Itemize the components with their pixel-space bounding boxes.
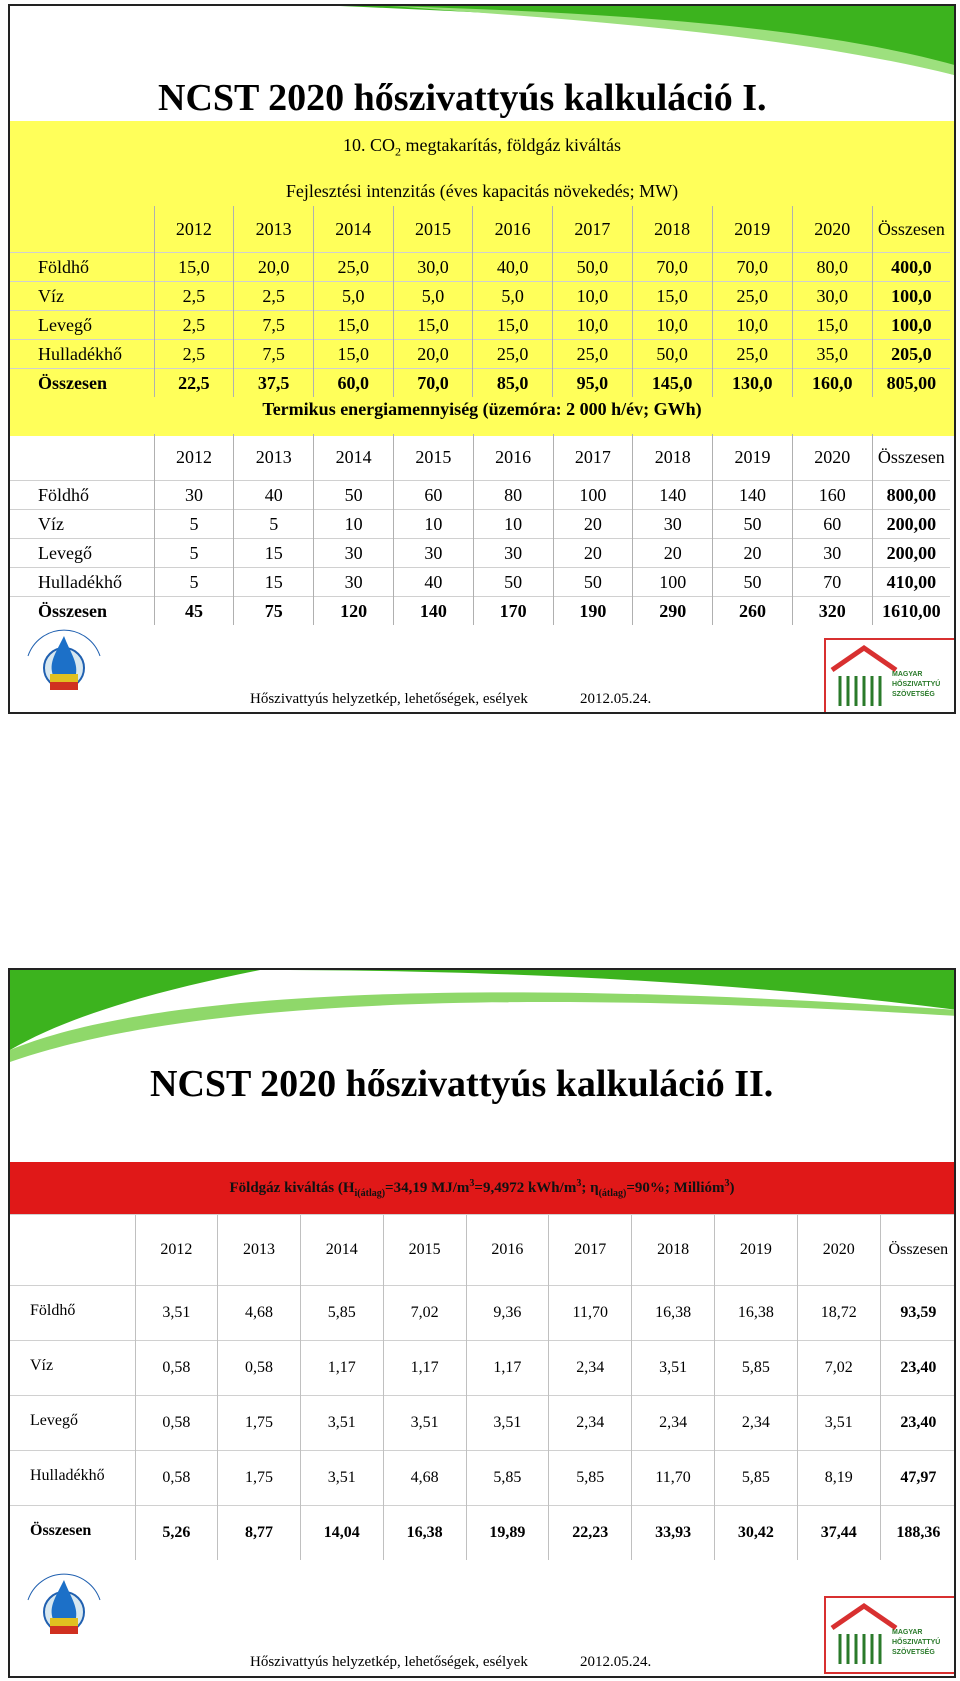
table-cell: 3,51 bbox=[300, 1451, 383, 1506]
green-swoosh-decoration bbox=[10, 6, 956, 86]
gas-replacement-caption: Földgáz kiváltás ($H_{i(átlag)}=34,19$ $MJ/m^3=9,4972$ kWh/$m^3$; $\eta_{(átlag)}=90\%$; Millióm$^3$) bbox=[229, 1178, 735, 1199]
column-header: 2017 bbox=[549, 1215, 632, 1286]
column-header: 2019 bbox=[712, 206, 792, 253]
page-title: NCST 2020 hőszivattyús kalkuláció II. bbox=[150, 1063, 774, 1105]
table-cell: 15,0 bbox=[313, 340, 393, 369]
table-cell: 5,0 bbox=[393, 282, 473, 311]
table-cell: 30,0 bbox=[792, 282, 872, 311]
column-header: 2012 bbox=[154, 434, 234, 481]
table-cell: 30 bbox=[792, 539, 872, 568]
row-label: Levegő bbox=[10, 539, 154, 568]
energy-table bbox=[10, 434, 950, 625]
termal-energia-logo bbox=[14, 1560, 114, 1655]
table-cell: 5,0 bbox=[473, 282, 553, 311]
row-label: Hulladékhő bbox=[10, 1451, 135, 1506]
table-row bbox=[10, 1506, 956, 1561]
table-row bbox=[10, 1341, 956, 1396]
table-cell: 3,51 bbox=[300, 1396, 383, 1451]
row-label: Földhő bbox=[10, 253, 154, 282]
table-cell: 3,51 bbox=[797, 1396, 880, 1451]
table-cell: 85,0 bbox=[473, 369, 553, 398]
column-header: 2019 bbox=[713, 434, 793, 481]
row-label: Víz bbox=[10, 282, 154, 311]
table-cell: 30 bbox=[154, 481, 234, 510]
table-cell: 15 bbox=[234, 539, 314, 568]
row-label: Összesen bbox=[10, 369, 154, 398]
table-cell: 5 bbox=[234, 510, 314, 539]
column-header: 2013 bbox=[234, 434, 314, 481]
table-cell: 160 bbox=[792, 481, 872, 510]
table-cell: 40 bbox=[393, 568, 473, 597]
logo-line-1: MAGYAR bbox=[892, 671, 923, 678]
table-row bbox=[10, 1286, 956, 1341]
table-cell: 80 bbox=[473, 481, 553, 510]
table-cell: 95,0 bbox=[552, 369, 632, 398]
table-cell: 2,34 bbox=[715, 1396, 798, 1451]
table-cell: 2,34 bbox=[549, 1341, 632, 1396]
table-cell: 20 bbox=[633, 539, 713, 568]
table-cell: 22,5 bbox=[154, 369, 234, 398]
table-cell: 5 bbox=[154, 510, 234, 539]
red-header-band bbox=[10, 1162, 954, 1214]
table-cell: 1,17 bbox=[383, 1341, 466, 1396]
table-cell: 50 bbox=[314, 481, 394, 510]
column-header: 2019 bbox=[715, 1215, 798, 1286]
table-cell: 410,00 bbox=[872, 568, 950, 597]
table-cell: 25,0 bbox=[552, 340, 632, 369]
table-cell: 2,5 bbox=[154, 282, 234, 311]
column-header: 2016 bbox=[473, 434, 553, 481]
column-header: 2016 bbox=[466, 1215, 549, 1286]
table-cell: 30 bbox=[314, 568, 394, 597]
column-header: Összesen bbox=[872, 206, 950, 253]
table-cell: 40 bbox=[234, 481, 314, 510]
table-cell: 70,0 bbox=[632, 253, 712, 282]
table-cell: 20,0 bbox=[393, 340, 473, 369]
table-cell: 170 bbox=[473, 597, 553, 626]
table-cell: 47,97 bbox=[880, 1451, 956, 1506]
table-cell: 100 bbox=[633, 568, 713, 597]
table-cell: 130,0 bbox=[712, 369, 792, 398]
hoszivattyu-szovetseg-logo bbox=[824, 1596, 956, 1674]
table-cell: 5,85 bbox=[715, 1451, 798, 1506]
table-cell: 10,0 bbox=[712, 311, 792, 340]
table-cell: 200,00 bbox=[872, 510, 950, 539]
table-cell: 320 bbox=[792, 597, 872, 626]
table-cell: 11,70 bbox=[549, 1286, 632, 1341]
termal-energia-logo bbox=[14, 616, 114, 711]
row-label: Földhő bbox=[10, 1286, 135, 1341]
table-cell: 1610,00 bbox=[872, 597, 950, 626]
table-cell: 8,77 bbox=[218, 1506, 301, 1561]
table-cell: 7,5 bbox=[234, 340, 314, 369]
table-cell: 205,0 bbox=[872, 340, 950, 369]
table-cell: 16,38 bbox=[715, 1286, 798, 1341]
table-cell: 19,89 bbox=[466, 1506, 549, 1561]
table-cell: 2,34 bbox=[632, 1396, 715, 1451]
table-cell: 5,85 bbox=[549, 1451, 632, 1506]
table-cell: 50,0 bbox=[552, 253, 632, 282]
table-cell: 37,44 bbox=[797, 1506, 880, 1561]
table-cell: 10,0 bbox=[552, 311, 632, 340]
table-cell: 100,0 bbox=[872, 282, 950, 311]
table-row bbox=[10, 1396, 956, 1451]
table-cell: 15,0 bbox=[792, 311, 872, 340]
table-cell: 15 bbox=[234, 568, 314, 597]
table-cell: 15,0 bbox=[632, 282, 712, 311]
column-header: 2018 bbox=[632, 1215, 715, 1286]
table-cell: 80,0 bbox=[792, 253, 872, 282]
section-heading: 10. $CO_2$ megtakarítás, földgáz kiváltás bbox=[343, 135, 621, 159]
table-cell: 60 bbox=[393, 481, 473, 510]
row-label: Hulladékhő bbox=[10, 340, 154, 369]
hoszivattyu-szovetseg-logo bbox=[824, 638, 956, 714]
table-cell: 60 bbox=[792, 510, 872, 539]
table-cell: 20 bbox=[553, 510, 633, 539]
table-cell: 0,58 bbox=[135, 1451, 218, 1506]
table-row bbox=[10, 510, 950, 539]
column-header: 2020 bbox=[792, 206, 872, 253]
table-cell: 60,0 bbox=[313, 369, 393, 398]
column-header: 2015 bbox=[393, 434, 473, 481]
table-cell: 5,85 bbox=[300, 1286, 383, 1341]
table-cell: 140 bbox=[633, 481, 713, 510]
footer-date: 2012.05.24. bbox=[580, 1654, 652, 1670]
column-header: 2014 bbox=[314, 434, 394, 481]
table-row bbox=[10, 340, 950, 369]
table-cell: 7,02 bbox=[797, 1341, 880, 1396]
slide-1 bbox=[8, 4, 956, 714]
logo-line-1: MAGYAR bbox=[892, 1629, 923, 1636]
green-swoosh-decoration bbox=[10, 970, 956, 1065]
table-cell: 70,0 bbox=[712, 253, 792, 282]
table-cell: 120 bbox=[314, 597, 394, 626]
capacity-table bbox=[10, 206, 950, 397]
table-cell: 2,5 bbox=[154, 340, 234, 369]
slide-2 bbox=[8, 968, 956, 1678]
row-label: Földhő bbox=[10, 481, 154, 510]
table-cell: 15,0 bbox=[154, 253, 234, 282]
table-cell: 5,85 bbox=[466, 1451, 549, 1506]
table-cell: 1,17 bbox=[466, 1341, 549, 1396]
table-cell: 7,02 bbox=[383, 1286, 466, 1341]
footer-date: 2012.05.24. bbox=[580, 691, 652, 707]
column-header: 2018 bbox=[632, 206, 712, 253]
table-cell: 10 bbox=[314, 510, 394, 539]
column-header: 2015 bbox=[393, 206, 473, 253]
table-row bbox=[10, 597, 950, 626]
table-cell: 140 bbox=[713, 481, 793, 510]
table-cell: 25,0 bbox=[712, 282, 792, 311]
table-cell: 4,68 bbox=[218, 1286, 301, 1341]
table-cell: 5 bbox=[154, 539, 234, 568]
row-label: Összesen bbox=[10, 1506, 135, 1561]
gas-replacement-table bbox=[10, 1214, 956, 1560]
table-row bbox=[10, 568, 950, 597]
table-cell: 0,58 bbox=[218, 1341, 301, 1396]
table-cell: 75 bbox=[234, 597, 314, 626]
table-cell: 2,34 bbox=[549, 1396, 632, 1451]
header-blank-cell bbox=[10, 434, 154, 481]
table-cell: 10,0 bbox=[552, 282, 632, 311]
table-cell: 14,04 bbox=[300, 1506, 383, 1561]
logo-line-3: SZÖVETSÉG bbox=[892, 691, 935, 698]
table-cell: 0,58 bbox=[135, 1396, 218, 1451]
header-blank-cell bbox=[10, 206, 154, 253]
table-cell: 4,68 bbox=[383, 1451, 466, 1506]
table-cell: 37,5 bbox=[234, 369, 314, 398]
column-header: 2012 bbox=[154, 206, 234, 253]
table-cell: 15,0 bbox=[473, 311, 553, 340]
table-cell: 30 bbox=[633, 510, 713, 539]
table-cell: 800,00 bbox=[872, 481, 950, 510]
column-header: 2012 bbox=[135, 1215, 218, 1286]
table-cell: 18,72 bbox=[797, 1286, 880, 1341]
row-label: Víz bbox=[10, 510, 154, 539]
row-label: Víz bbox=[10, 1341, 135, 1396]
table-cell: 5,0 bbox=[313, 282, 393, 311]
table-cell: 16,38 bbox=[383, 1506, 466, 1561]
table-cell: 20 bbox=[713, 539, 793, 568]
table-cell: 10,0 bbox=[632, 311, 712, 340]
column-header: 2018 bbox=[633, 434, 713, 481]
row-label: Levegő bbox=[10, 1396, 135, 1451]
table-cell: 50,0 bbox=[632, 340, 712, 369]
table-cell: 23,40 bbox=[880, 1396, 956, 1451]
table-cell: 50 bbox=[713, 568, 793, 597]
logo-line-2: HŐSZIVATTYÚ bbox=[892, 681, 941, 688]
table-cell: 140 bbox=[393, 597, 473, 626]
table-cell: 9,36 bbox=[466, 1286, 549, 1341]
table-cell: 145,0 bbox=[632, 369, 712, 398]
column-header: 2017 bbox=[552, 206, 632, 253]
column-header: 2020 bbox=[792, 434, 872, 481]
table-cell: 16,38 bbox=[632, 1286, 715, 1341]
table-cell: 40,0 bbox=[473, 253, 553, 282]
table-cell: 93,59 bbox=[880, 1286, 956, 1341]
footer-text: Hőszivattyús helyzetkép, lehetőségek, esélyek bbox=[250, 1654, 528, 1670]
table-cell: 1,17 bbox=[300, 1341, 383, 1396]
table-cell: 22,23 bbox=[549, 1506, 632, 1561]
table-cell: 2,5 bbox=[154, 311, 234, 340]
table-cell: 3,51 bbox=[632, 1341, 715, 1396]
table-cell: 25,0 bbox=[313, 253, 393, 282]
table-cell: 3,51 bbox=[135, 1286, 218, 1341]
table-cell: 30 bbox=[314, 539, 394, 568]
table-cell: 15,0 bbox=[393, 311, 473, 340]
table1-caption: Fejlesztési intenzitás (éves kapacitás növekedés; MW) bbox=[285, 181, 679, 201]
table-cell: 70 bbox=[792, 568, 872, 597]
table-cell: 3,51 bbox=[466, 1396, 549, 1451]
table-cell: 25,0 bbox=[473, 340, 553, 369]
table-row bbox=[10, 253, 950, 282]
table-cell: 30 bbox=[393, 539, 473, 568]
page-title: NCST 2020 hőszivattyús kalkuláció I. bbox=[158, 77, 767, 119]
table-cell: 100,0 bbox=[872, 311, 950, 340]
column-header: 2014 bbox=[300, 1215, 383, 1286]
table-cell: 10 bbox=[393, 510, 473, 539]
table-cell: 160,0 bbox=[792, 369, 872, 398]
table-cell: 200,00 bbox=[872, 539, 950, 568]
row-label: Levegő bbox=[10, 311, 154, 340]
column-header: 2013 bbox=[218, 1215, 301, 1286]
table-row bbox=[10, 1451, 956, 1506]
table-cell: 3,51 bbox=[383, 1396, 466, 1451]
table-row bbox=[10, 311, 950, 340]
table-cell: 2,5 bbox=[234, 282, 314, 311]
table-cell: 400,0 bbox=[872, 253, 950, 282]
table-cell: 20,0 bbox=[234, 253, 314, 282]
column-header: 2014 bbox=[313, 206, 393, 253]
table-cell: 30,0 bbox=[393, 253, 473, 282]
table-row bbox=[10, 282, 950, 311]
table-cell: 50 bbox=[473, 568, 553, 597]
table2-caption: Termikus energiamennyiség (üzemóra: 2 000 h/év; GWh) bbox=[262, 399, 702, 419]
table-cell: 30 bbox=[473, 539, 553, 568]
table-cell: 23,40 bbox=[880, 1341, 956, 1396]
table-cell: 15,0 bbox=[313, 311, 393, 340]
table-cell: 5 bbox=[154, 568, 234, 597]
table-row bbox=[10, 369, 950, 398]
table-cell: 188,36 bbox=[880, 1506, 956, 1561]
table-cell: 260 bbox=[713, 597, 793, 626]
column-header: 2017 bbox=[553, 434, 633, 481]
table-cell: 50 bbox=[553, 568, 633, 597]
table-cell: 290 bbox=[633, 597, 713, 626]
column-header: Összesen bbox=[880, 1215, 956, 1286]
table-cell: 8,19 bbox=[797, 1451, 880, 1506]
table-cell: 50 bbox=[713, 510, 793, 539]
header-blank-cell bbox=[10, 1215, 135, 1286]
table-row bbox=[10, 539, 950, 568]
footer-text: Hőszivattyús helyzetkép, lehetőségek, esélyek bbox=[250, 691, 528, 707]
table-cell: 70,0 bbox=[393, 369, 473, 398]
row-label: Összesen bbox=[10, 597, 154, 626]
table-cell: 100 bbox=[553, 481, 633, 510]
logo-line-2: HŐSZIVATTYÚ bbox=[892, 1639, 941, 1646]
table-cell: 190 bbox=[553, 597, 633, 626]
table-cell: 25,0 bbox=[712, 340, 792, 369]
column-header: 2015 bbox=[383, 1215, 466, 1286]
table-row bbox=[10, 481, 950, 510]
table-cell: 20 bbox=[553, 539, 633, 568]
column-header: Összesen bbox=[872, 434, 950, 481]
table-cell: 30,42 bbox=[715, 1506, 798, 1561]
table-cell: 11,70 bbox=[632, 1451, 715, 1506]
table-cell: 5,85 bbox=[715, 1341, 798, 1396]
table-cell: 0,58 bbox=[135, 1341, 218, 1396]
row-label: Hulladékhő bbox=[10, 568, 154, 597]
column-header: 2013 bbox=[234, 206, 314, 253]
table-cell: 35,0 bbox=[792, 340, 872, 369]
column-header: 2016 bbox=[473, 206, 553, 253]
table-cell: 5,26 bbox=[135, 1506, 218, 1561]
table-cell: 7,5 bbox=[234, 311, 314, 340]
table-cell: 33,93 bbox=[632, 1506, 715, 1561]
table-cell: 1,75 bbox=[218, 1396, 301, 1451]
table-cell: 805,00 bbox=[872, 369, 950, 398]
table-cell: 1,75 bbox=[218, 1451, 301, 1506]
column-header: 2020 bbox=[797, 1215, 880, 1286]
logo-line-3: SZÖVETSÉG bbox=[892, 1649, 935, 1656]
table-cell: 45 bbox=[154, 597, 234, 626]
table-cell: 10 bbox=[473, 510, 553, 539]
